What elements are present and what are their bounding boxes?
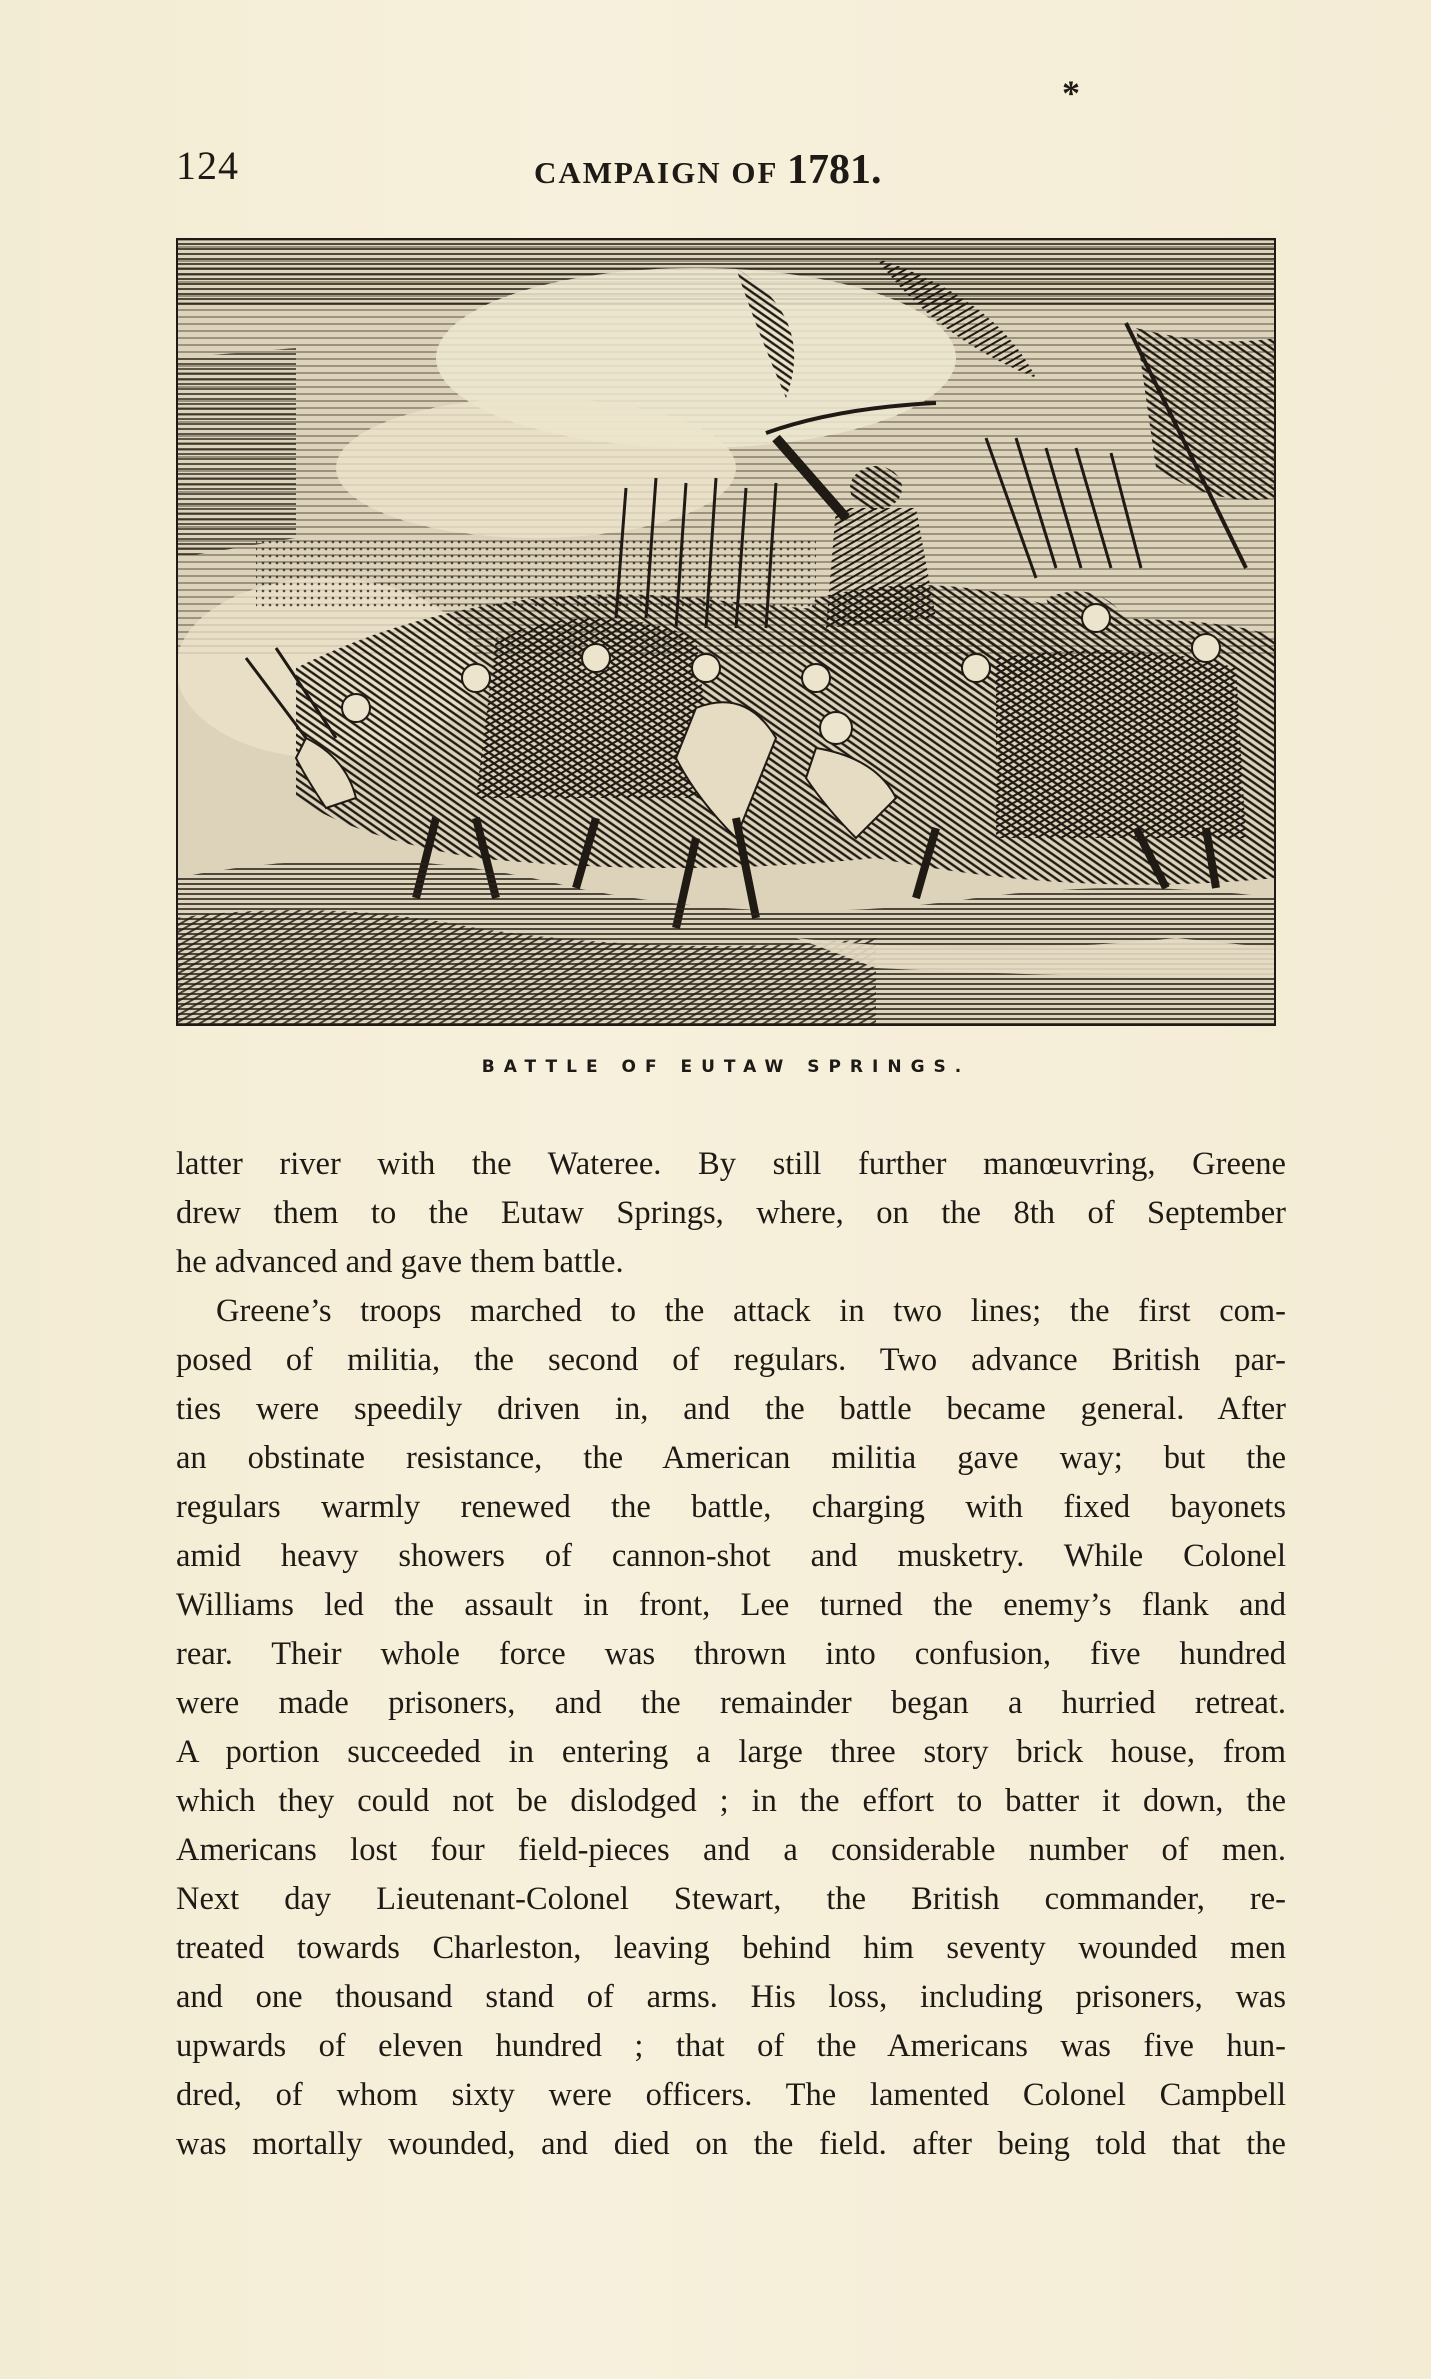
text-line: and one thousand stand of arms. His loss, including prisoners, was: [176, 1979, 1286, 2015]
text-line: Next day Lieutenant-Colonel Stewart, the British commander, re-: [176, 1881, 1286, 1917]
text-line: upwards of eleven hundred ; that of the Americans was five hun-: [176, 2028, 1286, 2064]
text-line: Americans lost four field-pieces and a considerable number of men.: [176, 1832, 1286, 1868]
text-line: A portion succeeded in entering a large three story brick house, from: [176, 1734, 1286, 1770]
text-line: treated towards Charleston, leaving behind him seventy wounded men: [176, 1930, 1286, 1966]
battle-engraving: [176, 238, 1276, 1026]
text-line: amid heavy showers of cannon-shot and musketry. While Colonel: [176, 1538, 1286, 1574]
text-line: drew them to the Eutaw Springs, where, on the 8th of September: [176, 1195, 1286, 1231]
text-line: latter river with the Wateree. By still further manœuvring, Greene: [176, 1146, 1286, 1182]
text-line: he advanced and gave them battle.: [176, 1244, 624, 1280]
running-title-year: 1781.: [787, 147, 882, 193]
running-title-text: CAMPAIGN OF: [534, 155, 788, 190]
text-line: posed of militia, the second of regulars. Two advance British par-: [176, 1342, 1286, 1378]
text-line: Williams led the assault in front, Lee turned the enemy’s flank and: [176, 1587, 1286, 1623]
text-line: rear. Their whole force was thrown into confusion, five hundred: [176, 1636, 1286, 1672]
running-title: [534, 146, 882, 194]
engraving-artwork: [176, 238, 1276, 1026]
text-line: an obstinate resistance, the American militia gave way; but the: [176, 1440, 1286, 1476]
marginal-mark: *: [1062, 73, 1080, 113]
text-line: which they could not be dislodged ; in the effort to batter it down, the: [176, 1783, 1286, 1819]
text-line: regulars warmly renewed the battle, charging with fixed bayonets: [176, 1489, 1286, 1525]
illustration-caption: BATTLE OF EUTAW SPRINGS.: [481, 1057, 971, 1077]
text-line: ties were speedily driven in, and the battle became general. After: [176, 1391, 1286, 1427]
page-number: 124: [176, 143, 239, 188]
text-line: Greene’s troops marched to the attack in two lines; the first com-: [216, 1293, 1286, 1329]
body-text: [176, 1140, 1286, 2169]
running-head: [176, 142, 1286, 192]
text-line: were made prisoners, and the remainder began a hurried retreat.: [176, 1685, 1286, 1721]
text-line: was mortally wounded, and died on the field. after being told that the: [176, 2126, 1286, 2162]
text-line: dred, of whom sixty were officers. The lamented Colonel Campbell: [176, 2077, 1286, 2113]
